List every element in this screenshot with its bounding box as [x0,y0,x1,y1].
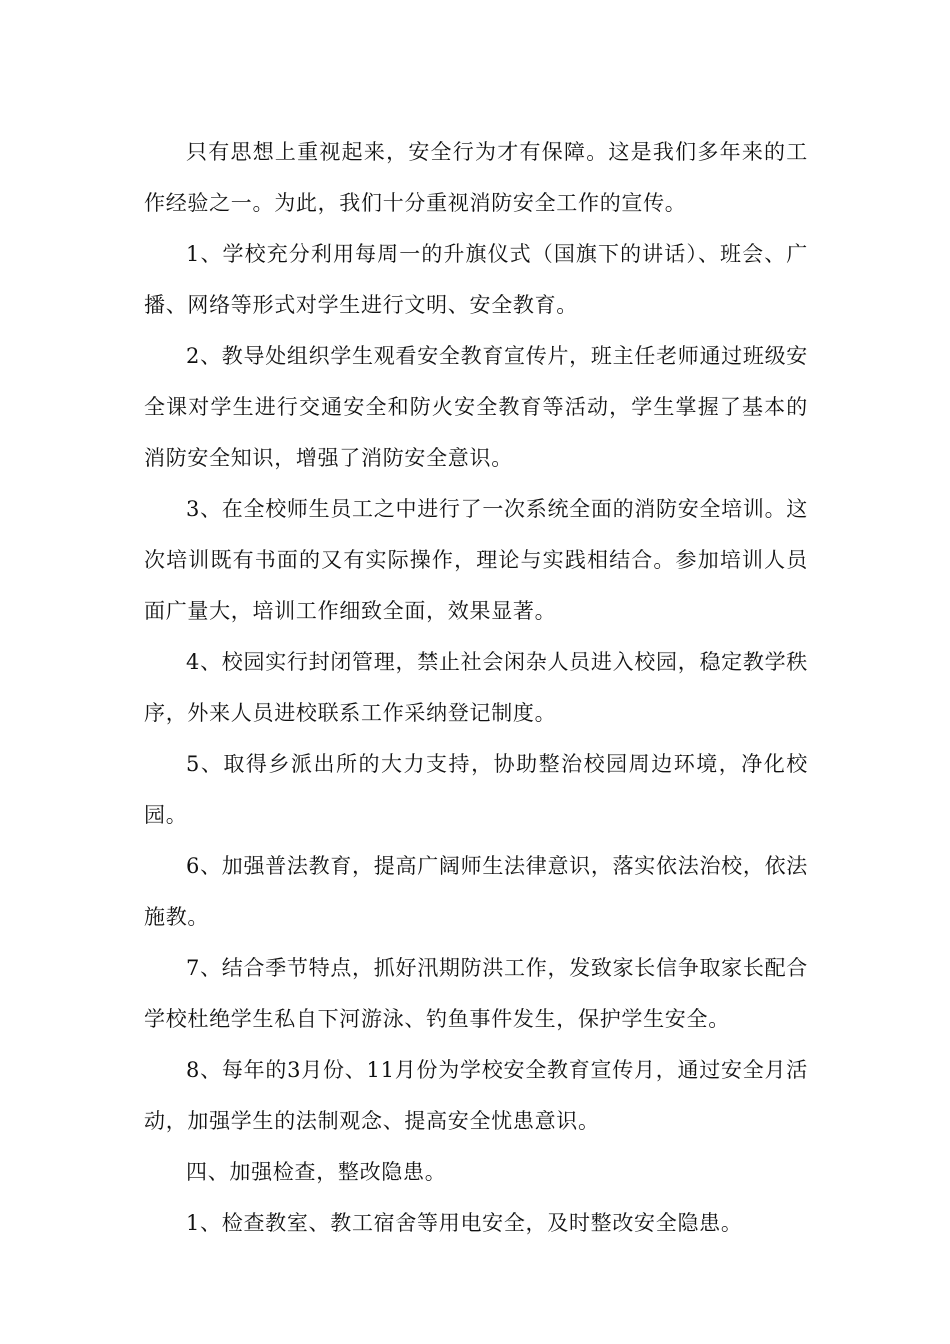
paragraph-item-2: 2、教导处组织学生观看安全教育宣传片，班主任老师通过班级安全课对学生进行交通安全和防火安全教育等活动，学生掌握了基本的消防安全知识，增强了消防安全意识。 [144,344,808,470]
paragraph-section4-item-1: 1、检查教室、教工宿舍等用电安全，及时整改安全隐患。 [186,1211,743,1235]
paragraph-item-6: 6、加强普法教育，提高广阔师生法律意识，落实依法治校，依法施教。 [144,854,808,929]
paragraph-item-1: 1、学校充分利用每周一的升旗仪式（国旗下的讲话）、班会、广播、网络等形式对学生进行文明、安全教育。 [144,242,808,317]
paragraph-item-3: 3、在全校师生员工之中进行了一次系统全面的消防安全培训。这次培训既有书面的又有实际操作，理论与实践相结合。参加培训人员面广量大，培训工作细致全面，效果显著。 [144,497,808,623]
paragraph-item-7: 7、结合季节特点，抓好汛期防洪工作，发致家长信争取家长配合学校杜绝学生私自下河游泳、钓鱼事件发生，保护学生安全。 [144,956,808,1031]
paragraph-item-4: 4、校园实行封闭管理，禁止社会闲杂人员进入校园，稳定教学秩序，外来人员进校联系工作采纳登记制度。 [144,650,808,725]
paragraph-item-5: 5、取得乡派出所的大力支持，协助整治校园周边环境，净化校园。 [144,752,808,827]
document-page [144,127,808,1249]
paragraph-intro: 只有思想上重视起来，安全行为才有保障。这是我们多年来的工作经验之一。为此，我们十分重视消防安全工作的宣传。 [144,140,808,215]
paragraph-item-8: 8、每年的3月份、11月份为学校安全教育宣传月，通过安全月活动，加强学生的法制观念、提高安全忧患意识。 [144,1058,808,1133]
section-heading-4: 四、加强检查，整改隐患。 [186,1160,447,1184]
